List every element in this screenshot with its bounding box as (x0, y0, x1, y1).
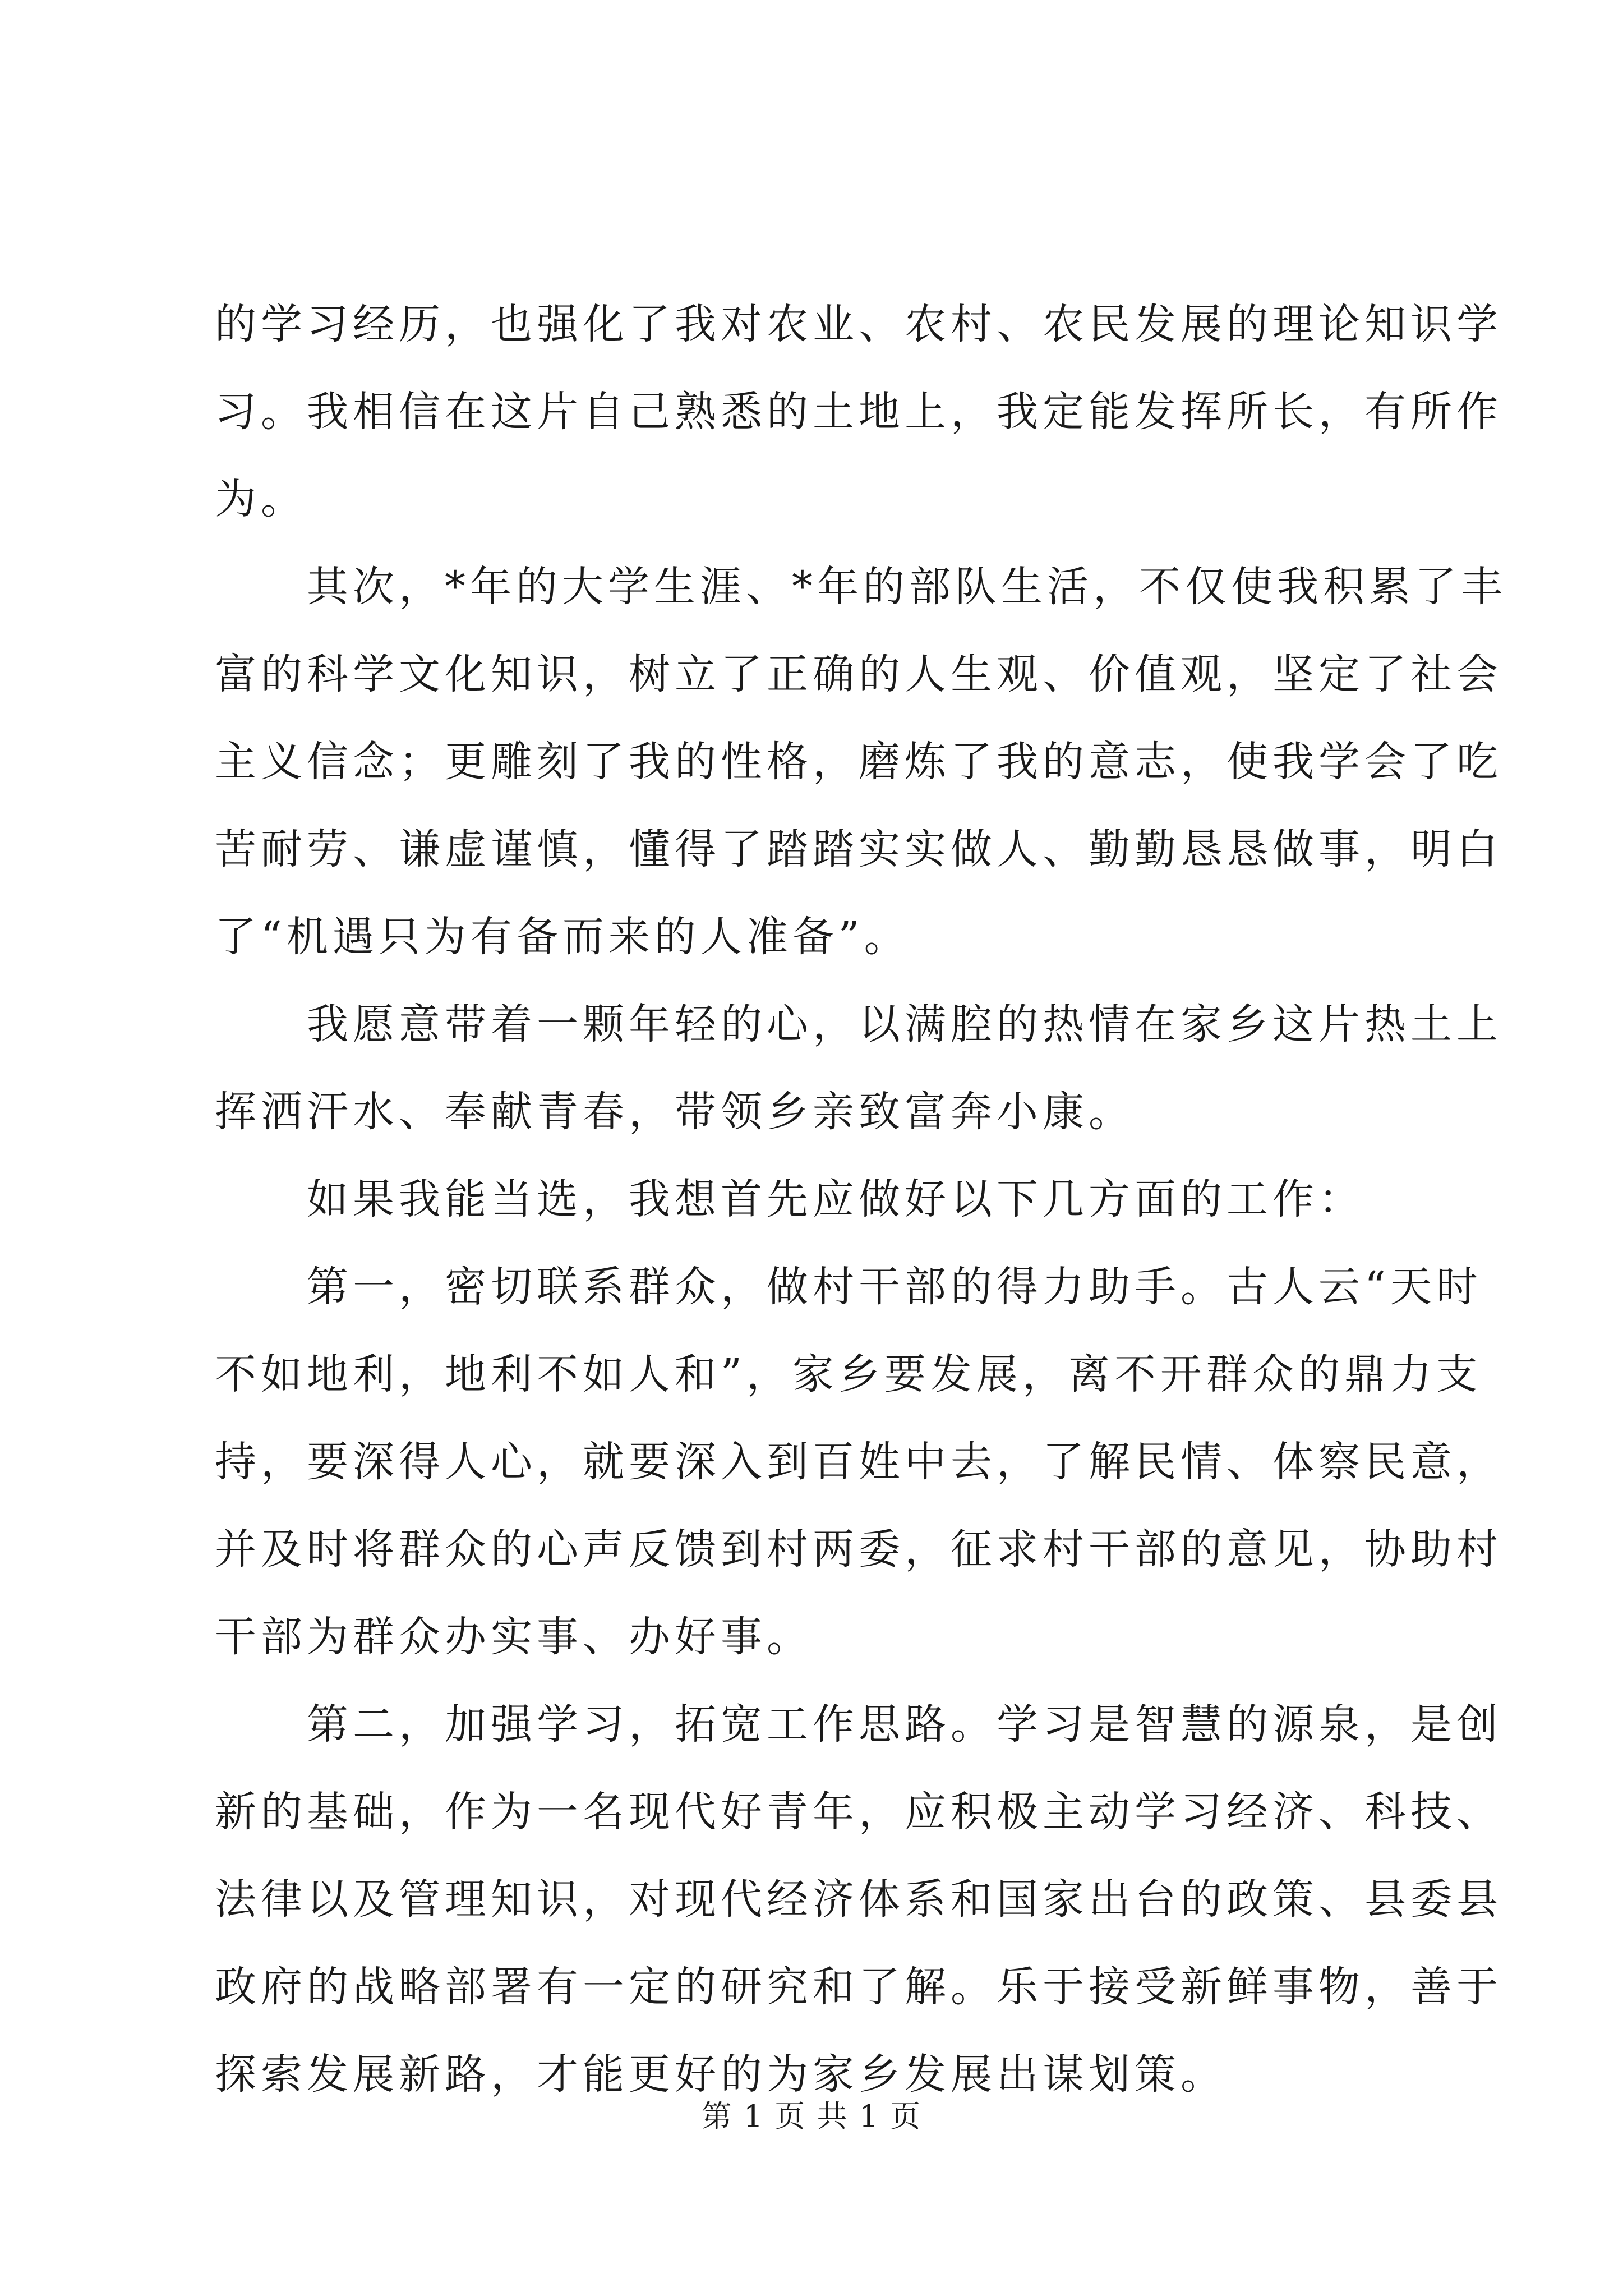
text-line: 法律以及管理知识，对现代经济体系和国家出台的政策、县委县 (215, 1875, 1502, 1924)
text-line: 挥洒汗水、奉献青春，带领乡亲致富奔小康。 (215, 1088, 1135, 1136)
text-line: 第二，加强学习，拓宽工作思路。学习是智慧的源泉，是创 (215, 1700, 1502, 1749)
text-line: 的学习经历，也强化了我对农业、农村、农民发展的理论知识学 (215, 300, 1502, 348)
text-line: 第一，密切联系群众，做村干部的得力助手。古人云“天时 (215, 1263, 1482, 1311)
page-number-label: 第 1 页 共 1 页 (701, 2099, 922, 2134)
document-body (215, 280, 1507, 2118)
page-footer (0, 2097, 1623, 2136)
text-line: 富的科学文化知识，树立了正确的人生观、价值观，坚定了社会 (215, 650, 1502, 698)
text-line: 苦耐劳、谦虚谨慎，懂得了踏踏实实做人、勤勤恳恳做事，明白 (215, 825, 1502, 873)
text-line: 不如地利，地利不如人和”，家乡要发展，离不开群众的鼎力支 (215, 1350, 1482, 1398)
text-line: 政府的战略部署有一定的研究和了解。乐于接受新鲜事物，善于 (215, 1963, 1502, 2011)
text-line: 其次，*年的大学生涯、*年的部队生活，不仅使我积累了丰 (215, 563, 1507, 611)
text-line: 如果我能当选，我想首先应做好以下几方面的工作： (215, 1175, 1364, 1223)
text-line: 干部为群众办实事、办好事。 (215, 1613, 813, 1661)
text-line: 我愿意带着一颗年轻的心，以满腔的热情在家乡这片热土上 (215, 1000, 1502, 1048)
text-line: 习。我相信在这片自己熟悉的土地上，我定能发挥所长，有所作 (215, 388, 1502, 436)
text-line: 为。 (215, 475, 307, 523)
text-line: 并及时将群众的心声反馈到村两委，征求村干部的意见，协助村 (215, 1525, 1502, 1573)
text-line: 新的基础，作为一名现代好青年，应积极主动学习经济、科技、 (215, 1788, 1502, 1836)
text-line: 持，要深得人心，就要深入到百姓中去，了解民情、体察民意， (215, 1438, 1502, 1486)
text-line: 了“机遇只为有备而来的人准备”。 (215, 913, 910, 961)
text-line: 主义信念；更雕刻了我的性格，磨炼了我的意志，使我学会了吃 (215, 738, 1502, 786)
text-line: 探索发展新路，才能更好的为家乡发展出谋划策。 (215, 2050, 1227, 2099)
